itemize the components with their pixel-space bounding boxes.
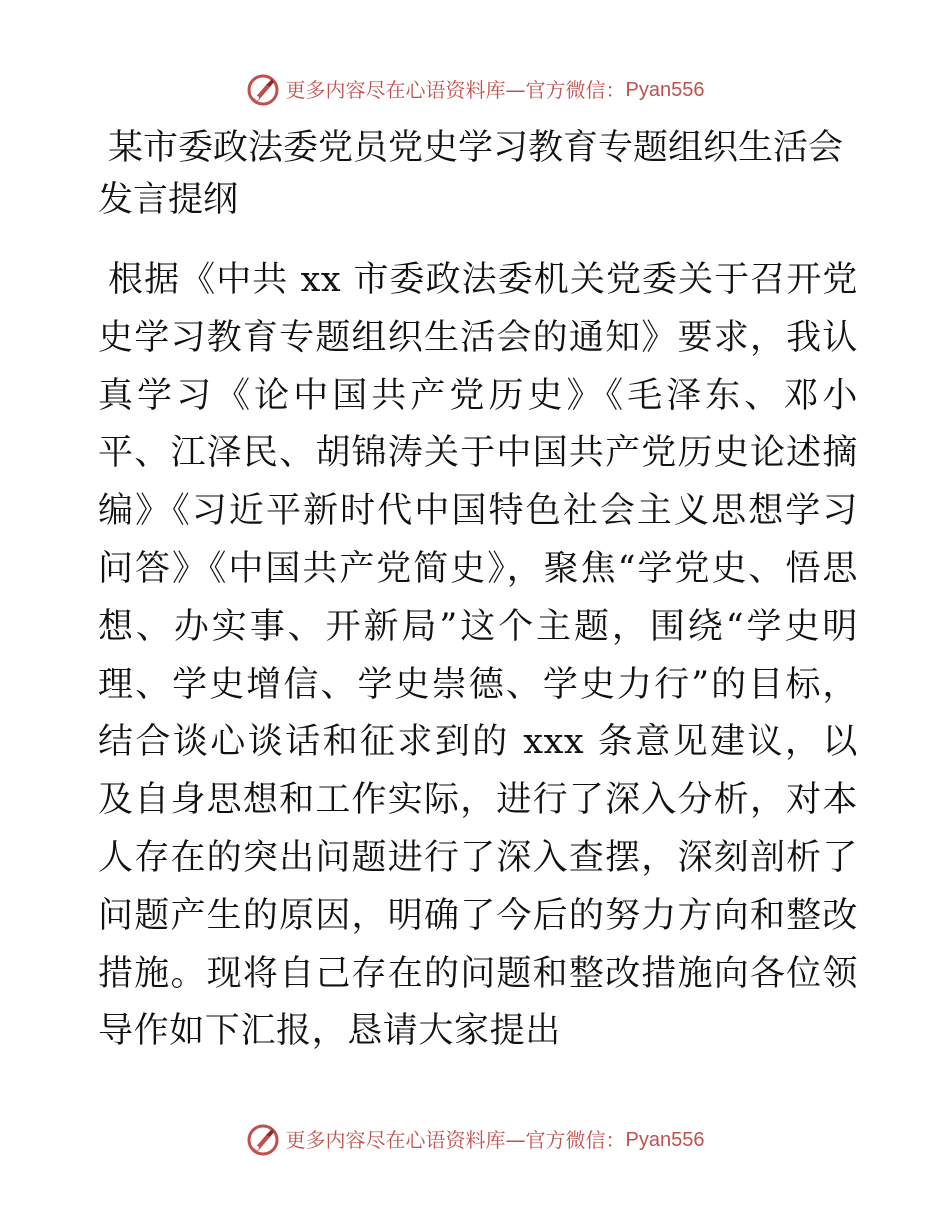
footer-watermark-banner xyxy=(0,1120,950,1160)
banner-official-label: 官方微信： xyxy=(525,78,626,102)
banner-main-text: 更多内容尽在心语资料库 xyxy=(285,78,506,102)
banner-wechat-id: Pyan556 xyxy=(625,79,705,101)
banner-official-label: 官方微信： xyxy=(525,1128,626,1152)
banner-main-text: 更多内容尽在心语资料库 xyxy=(285,1128,506,1152)
quill-pen-logo-icon xyxy=(246,1123,280,1157)
header-watermark-banner xyxy=(0,70,950,110)
banner-wechat-id: Pyan556 xyxy=(625,1129,705,1151)
banner-dash: — xyxy=(505,1128,526,1152)
document-title: 某市委政法委党员党史学习教育专题组织生活会发言提纲 xyxy=(98,128,844,220)
quill-pen-logo-icon xyxy=(246,73,280,107)
banner-dash: — xyxy=(505,78,526,102)
document-paragraph: 根据《中共 xx 市委政法委机关党委关于召开党史学习教育专题组织生活会的通知》要求，我认真学习《论中国共产党历史》《毛泽东、邓小平、江泽民、胡锦涛关于中国共产党历史论述摘编》《习近平新时代中国特色社会主义思想学习问答》《中国共产党简史》，聚焦“学党史、悟思想、办实事、开新局”这个主题，围绕“学史明理、学史增信、学史崇德、学史力行”的目标，结合谈心谈话和征求到的 xxx 条意见建议，以及自身思想和工作实际，进行了深入分析，对本人存在的突出问题进行了深入查摆，深刻剖析了问题产生的原因，明确了今后的努力方向和整改措施。现将自己存在的问题和整改措施向各位领导作如下汇报，恳请大家提出 xyxy=(98,260,858,1052)
